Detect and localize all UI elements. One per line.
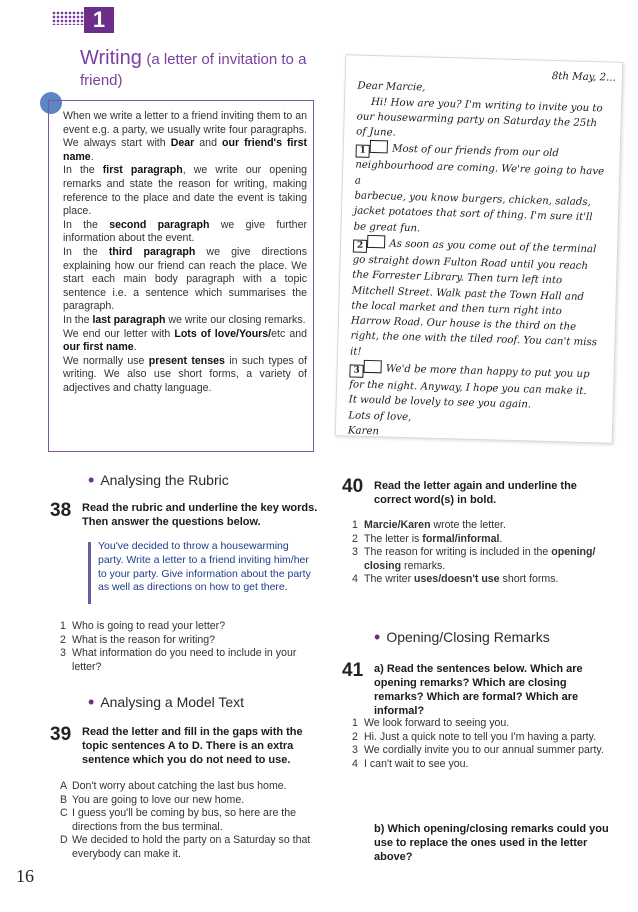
bullet-icon: •	[88, 692, 95, 712]
tip-paragraph: In the first paragraph, we write our opening remarks and state the reason for writing, making reference to the place and date the event is taking place.	[63, 164, 308, 218]
letter-line: neighbourhood are coming. We're going to have a	[354, 159, 605, 187]
letter-line: the local market and then turn right into	[351, 300, 562, 318]
letter-signature: Karen	[347, 425, 380, 438]
topic-sentences-list	[60, 780, 318, 862]
list-item: 3 The reason for writing is included in the opening/ closing remarks.	[352, 546, 596, 572]
tip-paragraph: In the last paragraph we write our closing remarks.	[63, 313, 306, 326]
exercise-instruction: Read the rubric and underline the key words. Then answer the questions below.	[82, 502, 318, 528]
analysing-model-heading: • Analysing a Model Text	[88, 692, 245, 712]
letter-line: 2 As soon as you come out of the terminal	[353, 234, 611, 259]
exercise-number: 41	[342, 660, 364, 681]
rubric-text: You've decided to throw a housewarming party. Write a letter to a friend inviting him/her to your party. Give information about the party as well as directions on how to get there.	[98, 540, 311, 594]
list-item: 4 The writer uses/doesn't use short forms.	[352, 573, 559, 586]
tip-paragraph: When we write a letter to a friend inviting them to an event e.g. a party, we usually write four paragraphs. We always start with Dear and our friend's first name.	[63, 110, 308, 163]
letter-line: go straight down Fulton Road until you reach	[352, 254, 589, 273]
exercise-instruction: Read the letter again and underline the correct word(s) in bold.	[374, 480, 577, 506]
writing-tips-text	[63, 110, 307, 395]
letter-line: of June.	[356, 126, 396, 139]
letter-line: barbecue, you know burgers, chicken, salads,	[354, 190, 591, 209]
section-title-sub: (a letter of invitation to a friend)	[80, 51, 307, 89]
list-item: 3 What information do you need to include in your letter?	[60, 647, 297, 673]
opening-closing-heading: • Opening/Closing Remarks	[374, 627, 550, 647]
tip-paragraph: In the third paragraph we give directions explaining how our friend can reach the place. We start each main body paragraph with a topic sentence i.e. a sentence which summarises the paragraph.	[63, 245, 307, 313]
list-item: C I guess you'll be coming by bus, so here are the directions from the bus terminal.	[60, 807, 297, 833]
list-item: 1 We look forward to seeing you.	[352, 717, 510, 729]
analysing-rubric-heading: • Analysing the Rubric	[88, 470, 229, 490]
list-item: 3 We cordially invite you to our annual summer party.	[352, 744, 604, 757]
letter-line: be great fun.	[353, 221, 421, 235]
model-letter	[335, 54, 624, 444]
letter-date: 8th May, 2...	[551, 70, 616, 84]
unit-number-badge: 1	[84, 7, 114, 33]
tip-paragraph: We normally use present tenses in such types of writing. We also use short forms, a variety of adjectives and chatty language.	[63, 354, 307, 394]
letter-line: right, the one with the tiled roof. You can't miss	[350, 330, 598, 349]
list-item: 1 Who is going to read your letter?	[60, 620, 226, 632]
gap-blank[interactable]	[370, 140, 388, 153]
gap-number: 3	[349, 364, 363, 377]
exercise-instruction: a) Read the sentences below. Which are opening remarks? Which are closing remarks? Which are formal? Which are informal?	[374, 663, 583, 717]
gap-blank[interactable]	[363, 360, 381, 373]
gap-number: 1	[355, 145, 369, 158]
exercise-number: 39	[50, 724, 72, 745]
letter-greeting: Dear Marcie,	[357, 80, 426, 94]
bullet-icon: •	[88, 470, 95, 490]
letter-line: for the night. Anyway, I hope you can make it.	[348, 379, 587, 398]
rubric-questions-list	[60, 620, 318, 674]
exercise-instruction-b: b) Which opening/closing remarks could you use to replace the ones used in the letter above?	[374, 823, 609, 863]
section-title	[80, 48, 340, 91]
list-item: 2 Hi. Just a quick note to tell you I'm having a party.	[352, 730, 597, 743]
letter-line: Mitchell Street. Walk past the Town Hall and	[351, 285, 585, 303]
ex41-items-list	[352, 717, 618, 771]
exercise-instruction: Read the letter and fill in the gaps with the topic sentences A to D. There is an extra sentence which you do not need to use.	[82, 726, 303, 766]
list-item: D We decided to hold the party on a Saturday so that everybody can make it.	[60, 834, 311, 860]
ex40-items-list	[352, 519, 618, 587]
letter-closing: Lots of love,	[348, 410, 412, 423]
gap-number: 2	[353, 239, 367, 252]
list-item: 4 I can't wait to see you.	[352, 757, 469, 770]
bullet-icon: •	[374, 627, 381, 647]
letter-line: Hi! How are you? I'm writing to invite you to	[370, 96, 603, 114]
letter-line: our housewarming party on Saturday the 25th	[356, 111, 598, 130]
list-item: 1 Marcie/Karen wrote the letter.	[352, 519, 506, 531]
letter-line: the Forrester Library. Then turn left into	[352, 269, 563, 287]
letter-line: It would be lovely to see you again.	[348, 394, 532, 411]
page-number: 16	[16, 866, 34, 886]
exercise-number: 40	[342, 476, 364, 497]
letter-line: it!	[349, 346, 362, 358]
list-item: 2 What is the reason for writing?	[60, 633, 216, 646]
letter-line: Harrow Road. Our house is the third on the	[350, 315, 577, 333]
list-item: 2 The letter is formal/informal.	[352, 532, 503, 545]
letter-line: 1 Most of our friends from our old	[355, 140, 613, 165]
unit-dots-decoration	[52, 11, 84, 25]
list-item: B You are going to love our new home.	[60, 793, 245, 806]
list-item: A Don't worry about catching the last bus home.	[60, 780, 287, 792]
exercise-number: 38	[50, 500, 72, 521]
tip-paragraph: We end our letter with Lots of love/Yours/etc and our first name.	[63, 327, 307, 354]
section-title-main: Writing	[80, 47, 142, 69]
tip-paragraph: In the second paragraph we give further information about the event.	[63, 218, 307, 245]
letter-line: jacket potatoes that sort of thing. I'm sure it'll	[353, 205, 593, 224]
model-letter-text	[348, 64, 616, 446]
gap-blank[interactable]	[367, 235, 385, 248]
letter-line: 3 We'd be more than happy to put you up	[349, 359, 607, 384]
writing-tips-box	[48, 100, 314, 452]
